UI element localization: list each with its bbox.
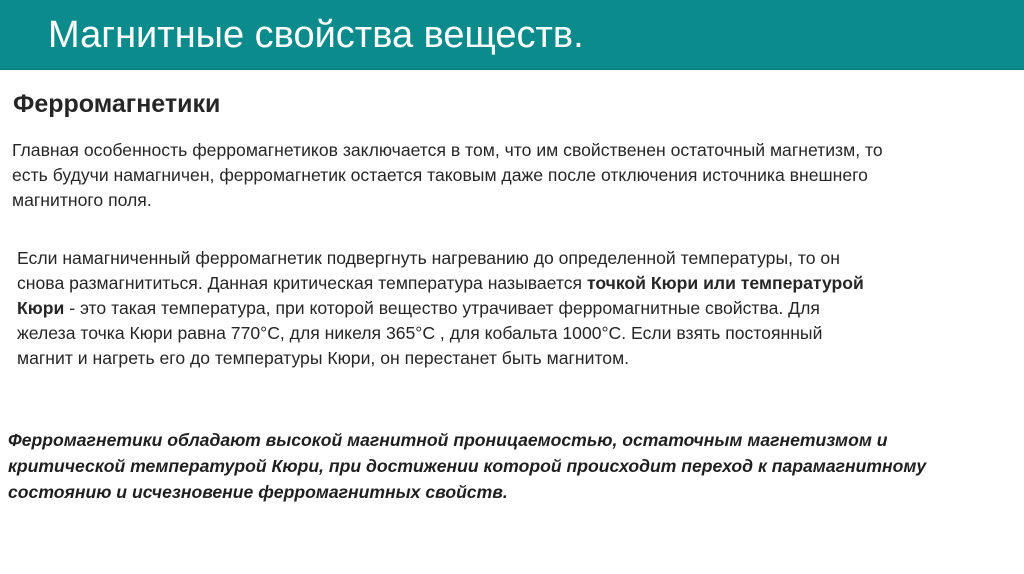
conclusion-line: Ферромагнетики обладают высокой магнитной проницаемостью, остаточным магнетизмом и xyxy=(8,430,888,450)
paragraph-text: снова размагнититься. Данная критическая температура называется xyxy=(17,273,587,293)
paragraph-line: магнит и нагреть его до температуры Кюри, он перестанет быть магнитом. xyxy=(17,348,630,368)
curie-term-bold: точкой Кюри или температурой xyxy=(586,273,864,293)
paragraph-line: железа точка Кюри равна 770°С, для никеля 365°С , для кобальта 1000°С. Если взять постоянный xyxy=(17,323,823,343)
conclusion-line: состоянию и исчезновение ферромагнитных свойств. xyxy=(8,482,508,502)
section-heading: Ферромагнетики xyxy=(13,90,221,118)
paragraph-line: Главная особенность ферромагнетиков заключается в том, что им свойственен остаточный магнетизм, то xyxy=(12,140,883,160)
paragraph-text: - это такая температура, при которой вещество утрачивает ферромагнитные свойства. Для xyxy=(64,298,820,318)
paragraph-line: есть будучи намагничен, ферромагнетик остается таковым даже после отключения источника внешнего xyxy=(12,165,868,185)
paragraph-line xyxy=(17,271,977,296)
curie-term-bold: Кюри xyxy=(17,298,65,318)
paragraph-line xyxy=(17,296,977,321)
paragraph-line: магнитного поля. xyxy=(12,190,152,210)
conclusion-paragraph xyxy=(8,427,1013,505)
paragraph-curie-point xyxy=(17,246,977,371)
slide-title: Магнитные свойства веществ. xyxy=(48,14,584,56)
paragraph-residual-magnetism xyxy=(12,138,1002,213)
title-bar xyxy=(0,0,1024,70)
paragraph-line: Если намагниченный ферромагнетик подвергнуть нагреванию до определенной температуры, то он xyxy=(17,248,840,268)
conclusion-line: критической температурой Кюри, при достижении которой происходит переход к парамагнитному xyxy=(8,456,927,476)
